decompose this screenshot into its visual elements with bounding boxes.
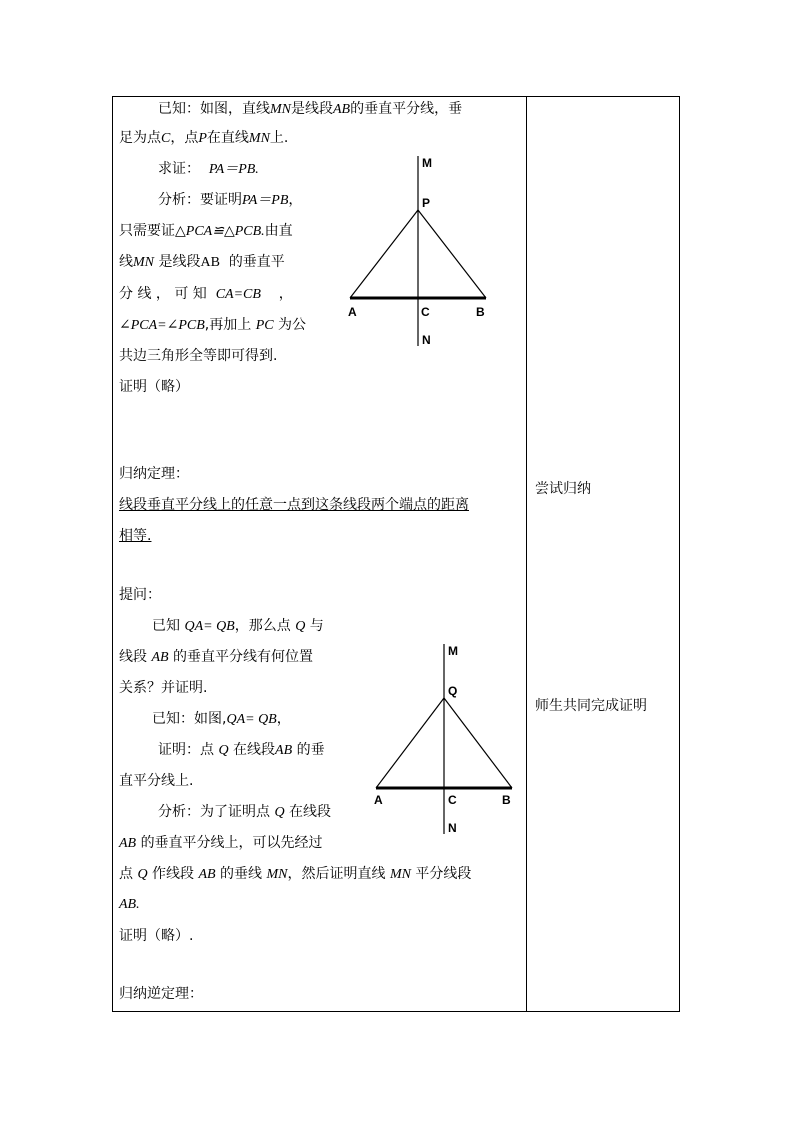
analysis-line-2: 只需要证△PCA≌△PCB.由直 <box>119 223 293 239</box>
label-m: M <box>448 644 458 658</box>
note-complete-proof: 师生共同完成证明 <box>535 698 647 714</box>
proof-omitted-1: 证明（略） <box>119 379 189 395</box>
analysis-q-2: AB 的垂直平分线上，可以先经过 <box>119 835 323 851</box>
label-c: C <box>448 793 457 807</box>
label-b: B <box>476 305 485 319</box>
analysis-q-1: 分析：为了证明点 Q 在线段 <box>158 804 332 820</box>
theorem-heading: 归纳定理： <box>119 466 189 482</box>
analysis-line-5: ∠PCA=∠PCB,再加上 PC 为公 <box>119 317 307 333</box>
label-n: N <box>422 333 431 347</box>
question-line-2: 线段 AB 的垂直平分线有何位置 <box>119 649 314 665</box>
given-line-q: 已知：如图,QA= QB， <box>152 711 291 727</box>
note-try-summarize: 尝试归纳 <box>535 481 591 497</box>
label-a: A <box>374 793 383 807</box>
label-m: M <box>422 156 432 170</box>
label-c: C <box>421 305 430 319</box>
analysis-line-3: 线MN 是线段AB 的垂直平 <box>119 254 285 270</box>
analysis-line-6: 共边三角形全等即可得到. <box>119 348 278 364</box>
segment-qb <box>444 698 512 788</box>
prove-line-q-1: 证明：点 Q 在线段AB 的垂 <box>158 742 325 758</box>
segment-pa <box>350 210 418 298</box>
analysis-q-3: 点 Q 作线段 AB 的垂线 MN，然后证明直线 MN 平分线段 <box>119 866 472 882</box>
analysis-line-1: 分析：要证明PA＝PB， <box>158 192 303 208</box>
theorem-text-1: 线段垂直平分线上的任意一点到这条线段两个端点的距离 <box>119 497 469 513</box>
question-line-3: 关系？并证明. <box>119 680 208 696</box>
proof-omitted-2: 证明（略）. <box>119 928 194 944</box>
question-heading: 提问： <box>119 587 161 603</box>
label-b: B <box>502 793 511 807</box>
prove-line-q-2: 直平分线上. <box>119 773 194 789</box>
question-line-1: 已知 QA= QB，那么点 Q 与 <box>152 618 324 634</box>
label-p: P <box>422 196 431 210</box>
figure-1-diagram <box>330 150 510 350</box>
label-a: A <box>348 305 357 319</box>
prove-line: 求证： PA＝PB. <box>158 161 259 177</box>
analysis-line-4: 分 线 ， 可 知 CA=CB ， <box>119 286 293 302</box>
converse-heading: 归纳逆定理： <box>119 986 203 1002</box>
given-line-2: 足为点C，点P在直线MN上. <box>119 130 289 146</box>
theorem-text-2: 相等. <box>119 528 152 544</box>
analysis-q-4: AB. <box>119 897 140 912</box>
label-n: N <box>448 821 457 835</box>
figure-2-diagram <box>360 638 540 838</box>
segment-qa <box>376 698 444 788</box>
column-divider <box>526 96 527 1012</box>
given-line-1: 已知：如图，直线MN是线段AB的垂直平分线，垂 <box>158 101 463 117</box>
label-q: Q <box>448 684 458 698</box>
segment-pb <box>418 210 486 298</box>
